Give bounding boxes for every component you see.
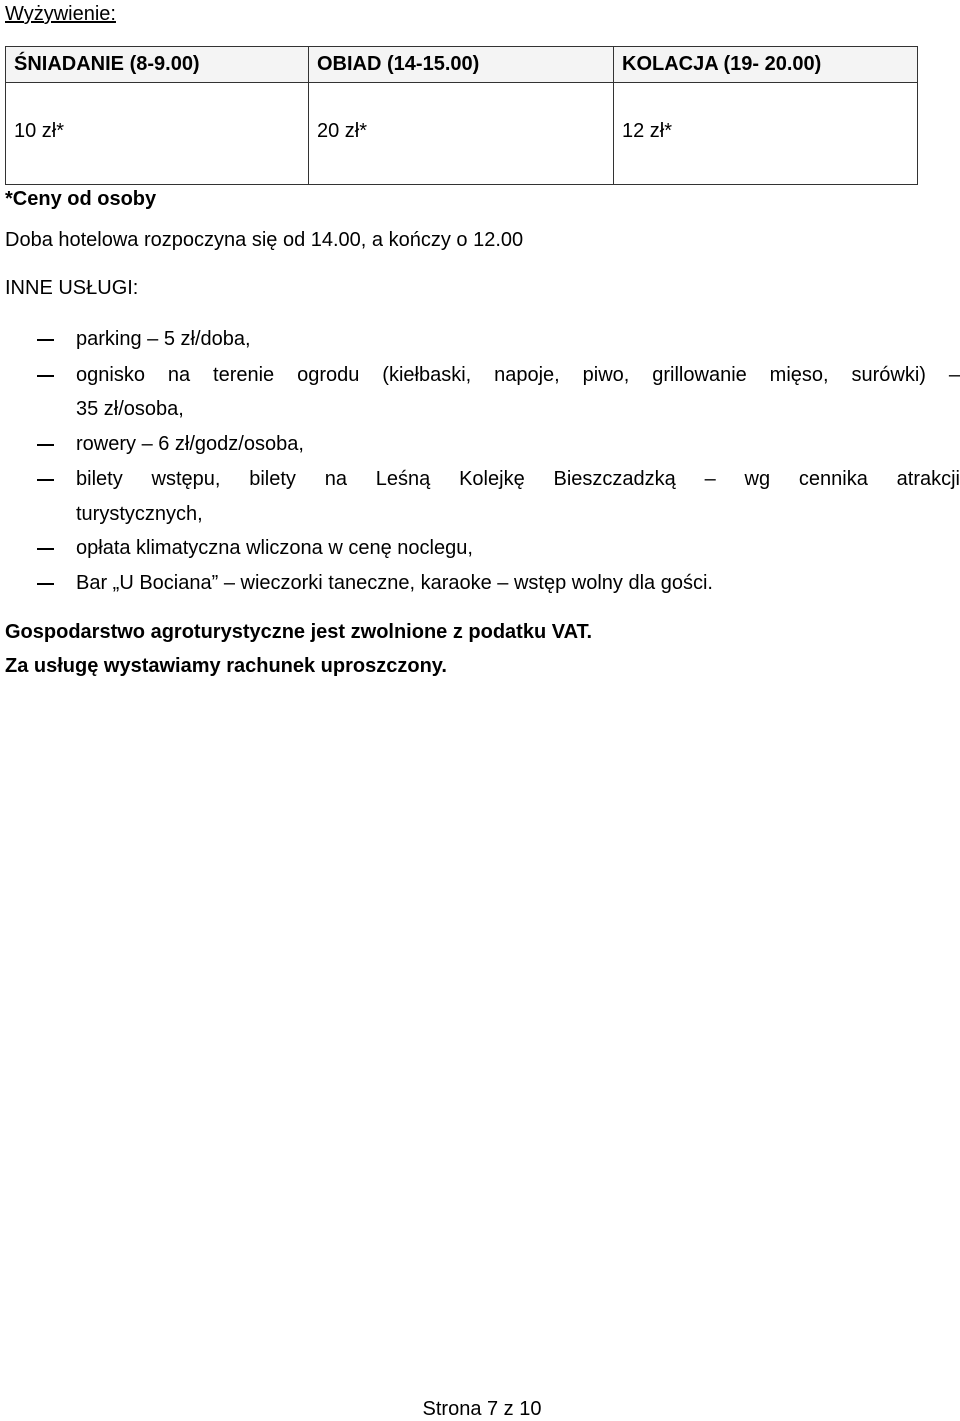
price-note: *Ceny od osoby xyxy=(5,188,157,210)
services-title: INNE USŁUGI: xyxy=(5,277,139,299)
list-bullet-dash xyxy=(37,548,54,550)
service-item-bar: Bar „U Bociana” – wieczorki taneczne, karaoke – wstęp wolny dla gości. xyxy=(76,572,713,594)
page-number: Strona 7 z 10 xyxy=(422,1398,542,1420)
meals-header-row xyxy=(6,47,918,83)
service-item-climate-fee: opłata klimatyczna wliczona w cenę noclegu, xyxy=(76,537,473,559)
service-item-tickets: bilety wstępu, bilety na Leśną Kolejkę Bieszczadzką – wg cennika atrakcji xyxy=(76,468,960,490)
vat-note: Gospodarstwo agroturystyczne jest zwolnione z podatku VAT. xyxy=(5,621,593,643)
checkin-note: Doba hotelowa rozpoczyna się od 14.00, a kończy o 12.00 xyxy=(5,229,524,251)
meal-price-dinner: 12 zł* xyxy=(614,83,918,185)
list-bullet-dash xyxy=(37,444,54,446)
service-item-parking: parking – 5 zł/doba, xyxy=(76,328,251,350)
service-item-bikes: rowery – 6 zł/godz/osoba, xyxy=(76,433,304,455)
list-bullet-dash xyxy=(37,375,54,377)
list-bullet-dash xyxy=(37,479,54,481)
service-item-bonfire: ognisko na terenie ogrodu (kiełbaski, napoje, piwo, grillowanie mięso, surówki) – xyxy=(76,364,960,386)
list-bullet-dash xyxy=(37,583,54,585)
meals-table xyxy=(5,46,918,185)
meal-header-dinner: KOLACJA (19- 20.00) xyxy=(614,47,918,83)
service-item-bonfire-cont: 35 zł/osoba, xyxy=(76,398,184,420)
meal-price-breakfast: 10 zł* xyxy=(6,83,309,185)
list-bullet-dash xyxy=(37,339,54,341)
meal-price-lunch: 20 zł* xyxy=(309,83,614,185)
invoice-note: Za usługę wystawiamy rachunek uproszczony. xyxy=(5,655,447,677)
meal-header-breakfast: ŚNIADANIE (8-9.00) xyxy=(6,47,309,83)
service-item-tickets-cont: turystycznych, xyxy=(76,503,203,525)
meals-title: Wyżywienie: xyxy=(5,3,116,25)
meals-price-row xyxy=(6,83,918,185)
meal-header-lunch: OBIAD (14-15.00) xyxy=(309,47,614,83)
